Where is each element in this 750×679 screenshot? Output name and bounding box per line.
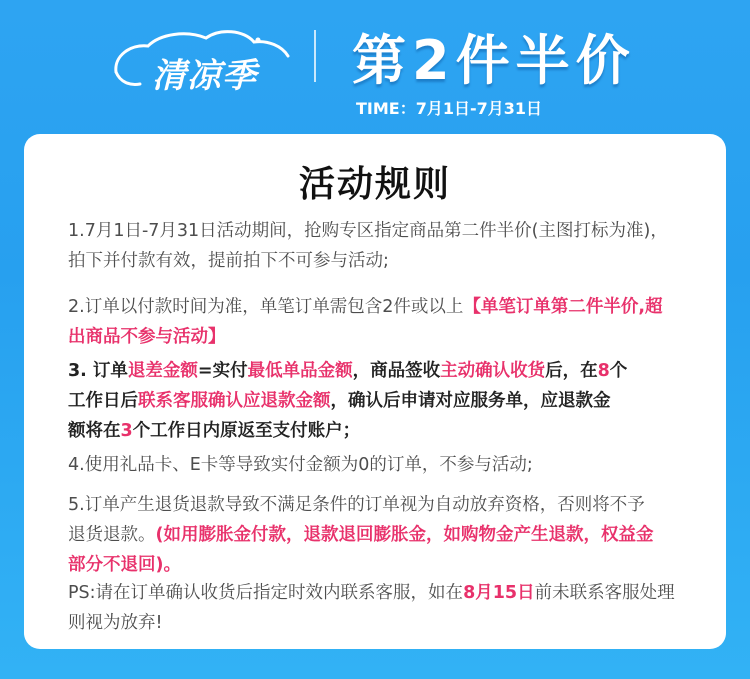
rule-3-highlight-3: 主动确认收货 [440, 361, 546, 381]
brand-logo [108, 26, 298, 96]
promo-title: 第2件半价 [352, 29, 636, 92]
rule-2-highlight-b: 出商品不参与活动】 [68, 327, 226, 347]
rule-5 [68, 490, 728, 580]
rule-3-text-5: 个 [609, 361, 628, 381]
rule-4 [68, 450, 728, 480]
rule-3-text-1: 3. 订单 [68, 361, 128, 381]
rule-3-highlight-6: 3 [120, 421, 133, 441]
rule-4-text: 4.使用礼品卡、E卡等导致实付金额为0的订单，不参与活动; [68, 455, 533, 475]
rule-2-text: 2.订单以付款时间为准，单笔订单需包含2件或以上 [68, 297, 464, 317]
rule-3-line-1 [68, 356, 728, 386]
rule-5-line-1: 5.订单产生退货退款导致不满足条件的订单视为自动放弃资格，否则将不予 [68, 495, 645, 515]
rule-3-highlight-4: 8 [597, 361, 610, 381]
rule-3-text-9: 个工作日内原返至支付账户； [132, 421, 361, 441]
rule-3-highlight-1: 退差金额 [127, 361, 198, 381]
promo-time: TIME：7月1日-7月31日 [356, 99, 543, 118]
ps-text-2: 前未联系客服处理 [534, 583, 675, 603]
rule-5-highlight-a: (如用膨胀金付款，退款退回膨胀金，如购物金产生退款，权益金 [155, 525, 654, 545]
header [0, 0, 750, 134]
rule-3-text-7: ，确认后申请对应服务单，应退款金 [330, 391, 611, 411]
ps-line-1 [68, 578, 728, 608]
ps-deadline: 8月15日 [463, 583, 535, 603]
rule-3-text-6: 工作日后 [68, 391, 138, 411]
rule-5-highlight-b: 部分不退回)。 [68, 555, 181, 575]
rule-3-text-2: =实付 [197, 361, 248, 381]
header-divider [314, 30, 316, 82]
rule-3-line-2 [68, 386, 728, 416]
rule-3 [68, 356, 728, 446]
rule-2-line-2 [68, 322, 728, 352]
rule-3-highlight-5: 联系客服确认应退款金额 [138, 391, 331, 411]
ps-note [68, 578, 728, 638]
brand-name: 清凉季 [152, 56, 257, 96]
rule-5-line-2 [68, 520, 728, 550]
rules-card [24, 134, 726, 649]
rule-3-highlight-2: 最低单品金额 [247, 361, 353, 381]
rule-1-line-2: 拍下并付款有效，提前拍下不可参与活动; [68, 251, 389, 271]
rule-3-line-3 [68, 416, 728, 446]
rule-1-line-1: 1.7月1日-7月31日活动期间，抢购专区指定商品第二件半价(主图打标为准)， [68, 221, 668, 241]
rules-title: 活动规则 [298, 164, 451, 205]
rule-3-text-8: 额将在 [68, 421, 121, 441]
rule-2-line-1 [68, 292, 728, 322]
ps-line-2: 则视为放弃! [68, 613, 163, 633]
rule-1 [68, 216, 728, 276]
rule-3-text-4: 后，在 [545, 361, 598, 381]
rule-2-highlight-a: 【单笔订单第二件半价,超 [463, 297, 663, 317]
rule-5-text-2: 退货退款。 [68, 525, 156, 545]
rule-5-line-3 [68, 550, 728, 580]
ps-text-1: PS:请在订单确认收货后指定时效内联系客服，如在 [68, 583, 464, 603]
rule-2 [68, 292, 728, 352]
rule-3-text-3: ，商品签收 [352, 361, 441, 381]
